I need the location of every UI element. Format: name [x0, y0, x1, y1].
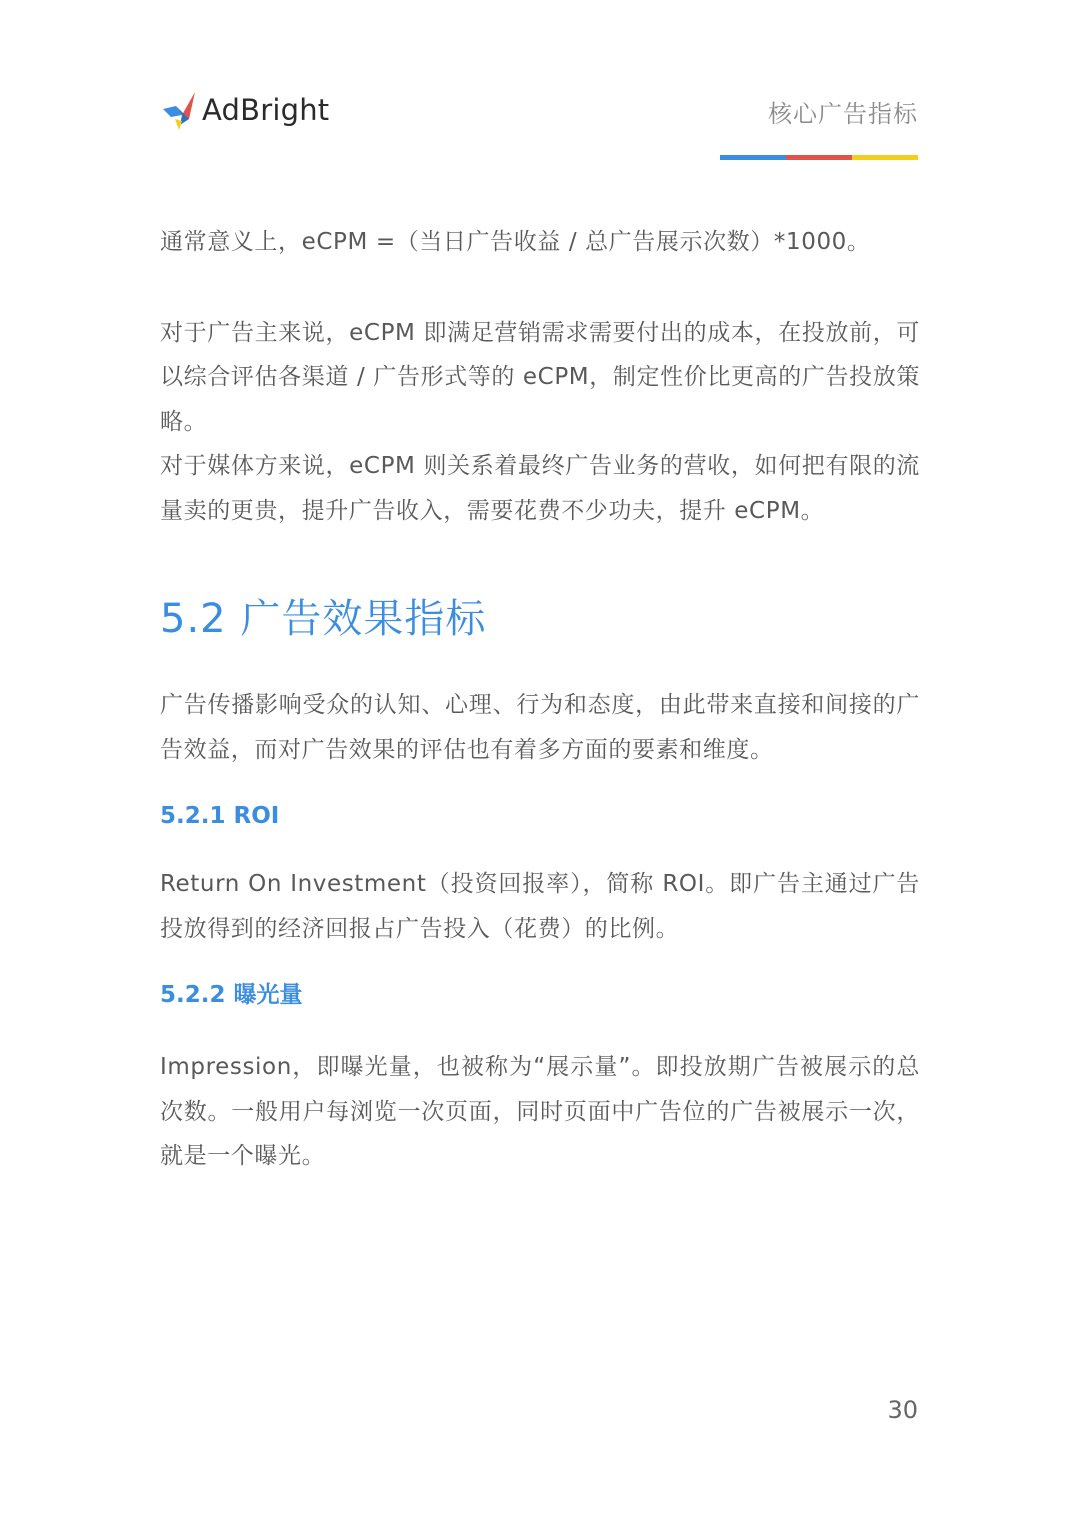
- roi-paragraph: Return On Investment（投资回报率），简称 ROI。即广告主通过广告投放得到的经济回报占广告投入（花费）的比例。: [160, 871, 920, 942]
- color-bar-yellow: [852, 155, 918, 160]
- color-bar-blue: [720, 155, 786, 160]
- section-heading: 5.2 广告效果指标: [160, 596, 487, 642]
- header-section-title: 核心广告指标: [768, 100, 918, 128]
- media-paragraph: 对于媒体方来说，eCPM 则关系着最终广告业务的营收，如何把有限的流量卖的更贵，提升广告收入，需要花费不少功夫，提升 eCPM。: [160, 453, 920, 524]
- advertiser-paragraph: 对于广告主来说，eCPM 即满足营销需求需要付出的成本，在投放前，可以综合评估各渠道 / 广告形式等的 eCPM，制定性价比更高的广告投放策略。: [160, 319, 920, 435]
- color-bar-red: [786, 155, 852, 160]
- adbright-logo: [160, 86, 329, 134]
- section-intro-paragraph: 广告传播影响受众的认知、心理、行为和态度，由此带来直接和间接的广告效益，而对广告效果的评估也有着多方面的要素和维度。: [160, 692, 920, 763]
- logo-text: AdBright: [202, 93, 330, 127]
- rocket-logo-icon: [160, 89, 198, 131]
- page-content: [160, 220, 920, 1179]
- header-color-bar: [720, 155, 918, 160]
- page-number: 30: [887, 1396, 918, 1424]
- impression-paragraph: Impression，即曝光量，也被称为“展示量”。即投放期广告被展示的总次数。一般用户每浏览一次页面，同时页面中广告位的广告被展示一次，就是一个曝光。: [160, 1054, 920, 1169]
- ecpm-formula-paragraph: 通常意义上，eCPM =（当日广告收益 / 总广告展示次数）*1000。: [160, 229, 871, 255]
- impression-heading: 5.2.2 曝光量: [160, 982, 303, 1008]
- roi-heading: 5.2.1 ROI: [160, 803, 280, 829]
- page-header: [160, 86, 918, 166]
